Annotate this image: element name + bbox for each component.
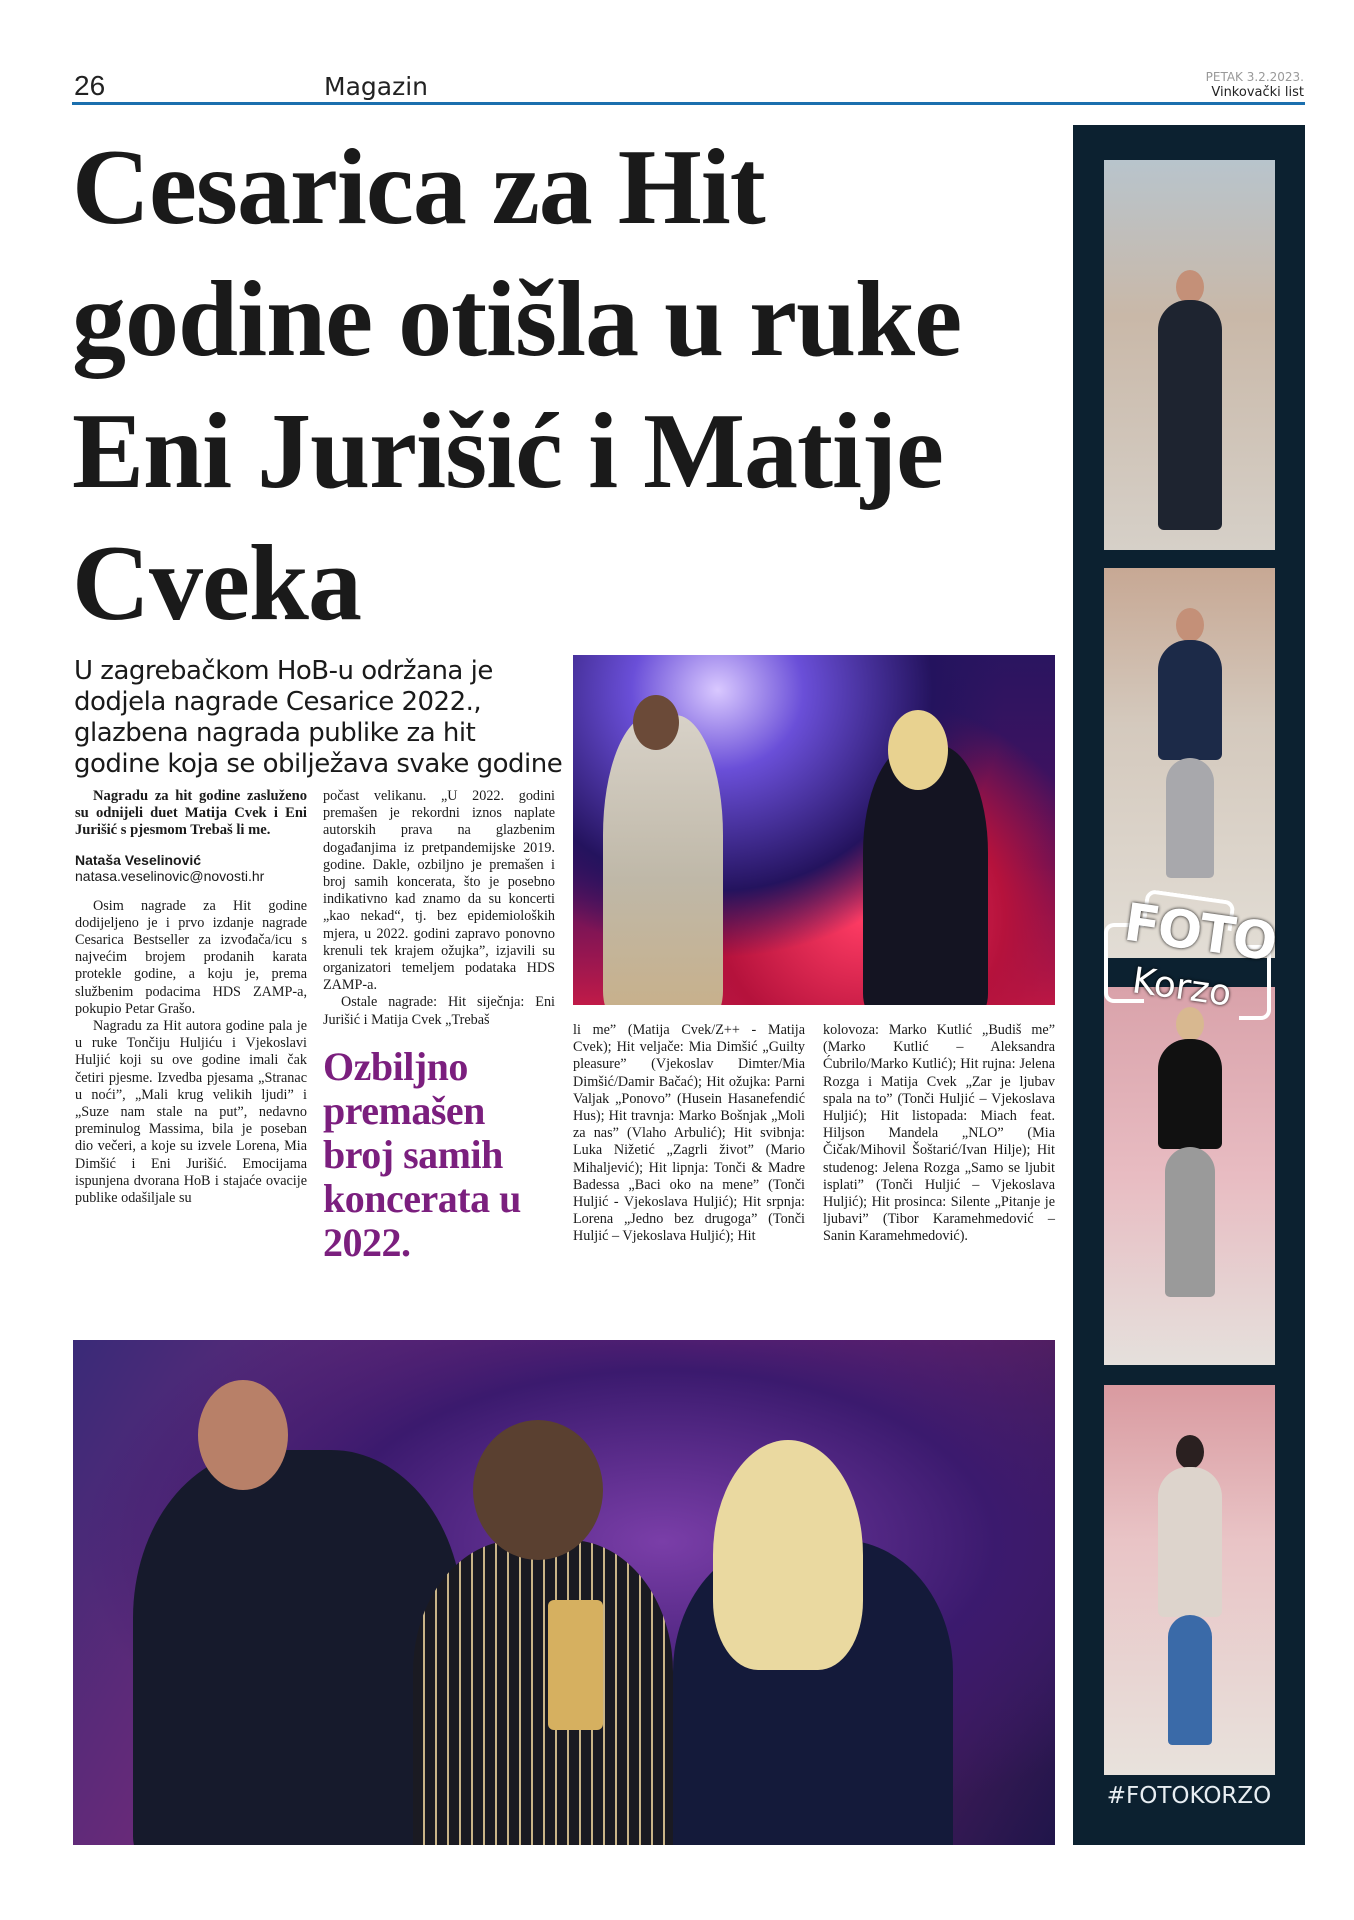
author-email[interactable]: natasa.veselinovic@novosti.hr [75, 867, 265, 884]
body-paragraph: počast velikanu. „U 2022. godini premašen je rekordni iznos naplate autorskih prava na glazbenim događanjima iz pretpandemijske 2019. godine. Dakle, ozbiljno je premašen i broj samih koncerata, što je posebno indikativno kad znamo da su koncerti „kao nekad“, tj. bez epidemioloških mjera, u 2022. godini zapravo ponovno krenuli tek krajem ožujka”, izjavili su organizatori temeljem podataka HDS ZAMP-a. [323, 788, 555, 994]
fotokorzo-hashtag: #FOTOKORZO [1106, 1783, 1272, 1809]
stage-duet-photo [573, 655, 1055, 1005]
newspaper-name: Vinkovački list [1211, 85, 1304, 100]
street-photo-1 [1104, 160, 1275, 550]
body-paragraph: li me” (Matija Cvek/Z++ - Matija Cvek); Hit veljače: Mia Dimšić „Guilty pleasure” (Vjekoslav Dimter/Mia Dimšić/Damir Bačać); Hit ožujka: Parni Valjak „Ponovo” (Husein Hasanefendić Hus); Hit travnja: Marko Bošnjak „Moli za nas” (Vlaho Arbulić); Hit svibnja: Luka Nižetić „Zagrli život” (Mario Mihaljević); Hit lipnja: Tonči & Madre Badessa „Baci oko na mene” (Tonči Huljić - Vjekoslava Huljić); Hit srpnja: Lorena „Jedno bez drugoga” (Tonči Huljić – Vjekoslava Huljić); Hit [573, 1022, 805, 1245]
logo-foto-text: FOTO [1120, 892, 1279, 974]
section-title: Magazin [324, 72, 428, 101]
body-paragraph: Nagradu za Hit autora godine pala je u ruke Tončiju Huljiću i Vjekoslavi Huljić koji su ove godine imali čak četiri pjesme. Izvedba pjesama „Stranac u noći”, „Mali krug velikih ljudi” i „Suze nam stale na put”, nedavno preminulog Massima, bila je poseban dio večeri, a koje su izvele Lorena, Mia Dimšić i Eni Jurišić. Emocijama ispunjena dvorana HoB i stajaće ovacije publike odašiljale su [75, 1018, 307, 1207]
body-paragraph: Osim nagrade za Hit godine dodijeljeno je i prvo izdanje nagrade Cesarica Bestseller za izvođača/icu s najvećim brojem prodanih karata protekle godine, a koju je, prema službenim podacima HDS ZAMP-a, pokupio Petar Grašo. [75, 897, 307, 1017]
subheadline: U zagrebačkom HoB-u održana je dodjela nagrade Cesarice 2022., glazbena nagrada publike za hit godine koja se obilježava svake godine [74, 656, 563, 779]
article-column-4 [823, 1022, 1055, 1246]
pull-quote: Ozbiljno premašen broj samih koncerata u 2022. [323, 1043, 521, 1265]
street-photo-4 [1104, 1385, 1275, 1775]
issue-date: PETAK 3.2.2023. [1205, 70, 1304, 84]
logo-korzo-text: Korzo [1129, 960, 1234, 1015]
header-rule [72, 102, 1305, 105]
lead-paragraph: Nagradu za hit godine zasluženo su odnijeli duet Matija Cvek i Eni Jurišić s pjesmom Trebaš li me. [75, 788, 307, 839]
street-photo-3 [1104, 987, 1275, 1365]
author-name: Nataša Veselinović [75, 851, 202, 868]
body-paragraph: kolovoza: Marko Kutlić „Budiš me” (Marko Kutlić – Aleksandra Ćubrilo/Marko Kutlić); Hit rujna: Jelena Rozga i Matija Cvek „Zar je ljubav spala na to” (Tonči Huljić – Vjekoslava Huljić); Hit listopada: Miach feat. Hiljson Mandela „NLO” (Mia Čičak/Mihovil Šoštarić/Ivan Hilje); Hit studenog: Jelena Rozga „Samo se ljubit isplati” (Tonči Huljić – Vjekoslava Huljić); Hit prosinca: Silente „Pitanje je ljubavi” (Tibor Karamehmedović – Sanin Karamehmedović). [823, 1022, 1055, 1245]
article-column-2 [323, 788, 555, 1265]
article-column-1 [75, 788, 307, 1207]
award-ceremony-photo [73, 1340, 1055, 1845]
body-paragraph: Ostale nagrade: Hit siječnja: Eni Jurišić i Matija Cvek „Trebaš [323, 994, 555, 1028]
article-column-3 [573, 1022, 805, 1246]
headline: Cesarica za Hit godine otišla u ruke Eni Jurišić i Matije Cveka [72, 128, 962, 643]
page-number: 26 [74, 70, 106, 101]
foto-korzo-logo [1104, 892, 1279, 1015]
